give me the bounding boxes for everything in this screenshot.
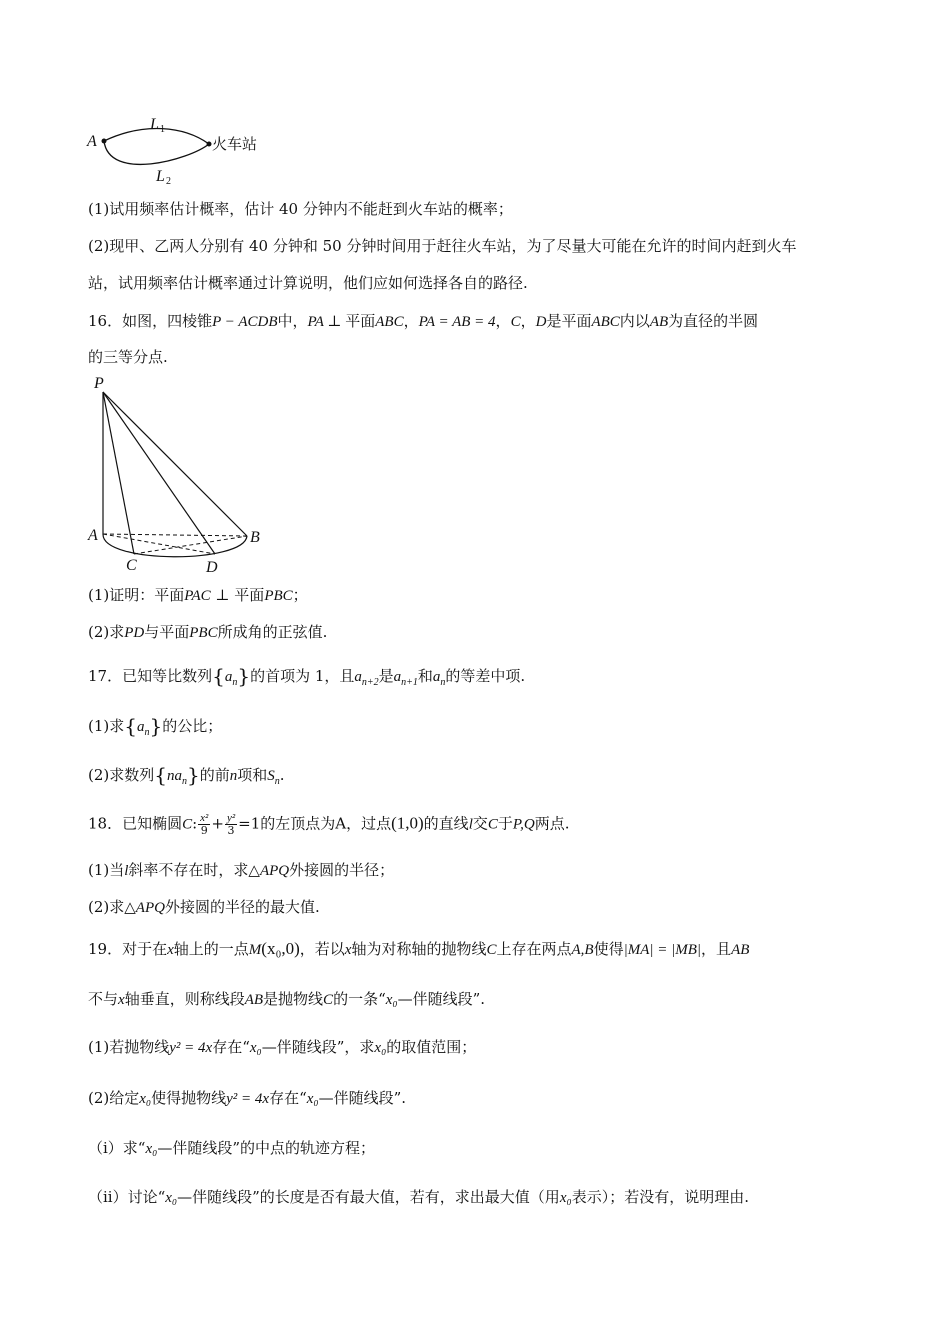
vertex-d-label: D [206, 559, 218, 576]
q17-part2: (2)求数列$\{na_n\}$的前n项和$S_n$. [88, 763, 285, 787]
q16-intro-line2: 的三等分点. [88, 348, 168, 366]
vertex-p-label: P [94, 375, 104, 392]
q19-part2: (2)给定x₀使得抛物线y² = 4x存在“x₀—伴随线段”. [88, 1089, 407, 1107]
pyramid-diagram [84, 374, 284, 580]
route-l1-sub: 1 [160, 124, 165, 135]
q18-part1: (1)当l斜率不存在时，求△APQ外接圆的半径； [88, 861, 395, 879]
vertex-a-label: A [88, 527, 98, 544]
q16-intro: 16．如图，四棱锥P − ACDB中，PA ⊥ 平面ABC，PA = AB = 4，C，D是平面ABC内以AB为直径的半圆 [88, 312, 759, 330]
q19-part2-i: （i）求“x₀—伴随线段”的中点的轨迹方程； [88, 1139, 376, 1157]
q15-part2-line2: 站，试用频率估计概率通过计算说明，他们应如何选择各自的路径. [88, 274, 528, 292]
q16-part1: (1)证明：平面PAC ⊥ 平面PBC； [88, 586, 308, 604]
q19-part2-ii: （ii）讨论“x₀—伴随线段”的长度是否有最大值，若有，求出最大值（用x₀表示）；若没有，说明理由. [88, 1188, 749, 1206]
route-l2-sub: 2 [166, 176, 171, 187]
q19-intro-line2: 不与x轴垂直，则称线段AB是抛物线C的一条“x₀—伴随线段”. [88, 990, 486, 1008]
q19-intro: 19．对于在x轴上的一点M(x₀,0)，若以x轴为对称轴的抛物线C上存在两点A,B使得|MA| = |MB|，且AB [88, 939, 750, 958]
q15-part2-line1: (2)现甲、乙两人分别有 40 分钟和 50 分钟时间用于赶往火车站，为了尽量大可能在允许的时间内赶到火车 [88, 237, 797, 255]
q15-part1: (1)试用频率估计概率，估计 40 分钟内不能赶到火车站的概率； [88, 200, 513, 218]
route-l2-label: L [156, 168, 165, 185]
point-a-label: A [87, 133, 97, 150]
vertex-b-label: B [250, 529, 260, 546]
q17-part1: (1)求$\{a_n\}$的公比； [88, 714, 223, 738]
route-diagram [84, 112, 284, 192]
q19-part1: (1)若抛物线y² = 4x存在“x₀—伴随线段”，求x₀的取值范围； [88, 1038, 477, 1056]
route-l1-label: L [150, 116, 159, 133]
q17-intro: 17．已知等比数列$\{a_n\}$的首项为 1，且$a_{n+2}$是$a_{n+1}$和$a_n$的等差中项. [88, 664, 526, 688]
vertex-c-label: C [126, 557, 137, 574]
q18-intro: 18．已知椭圆C: $\frac{\text{x²}}{9}$ + $\frac{\text{y²}}{3}$ =1的左顶点为A，过点(1,0)的直线l交C于P,Q两点. [88, 812, 570, 837]
q16-part2: (2)求PD与平面PBC所成角的正弦值. [88, 623, 328, 641]
station-label: 火车站 [212, 135, 258, 153]
q18-part2: (2)求△APQ外接圆的半径的最大值. [88, 898, 320, 916]
